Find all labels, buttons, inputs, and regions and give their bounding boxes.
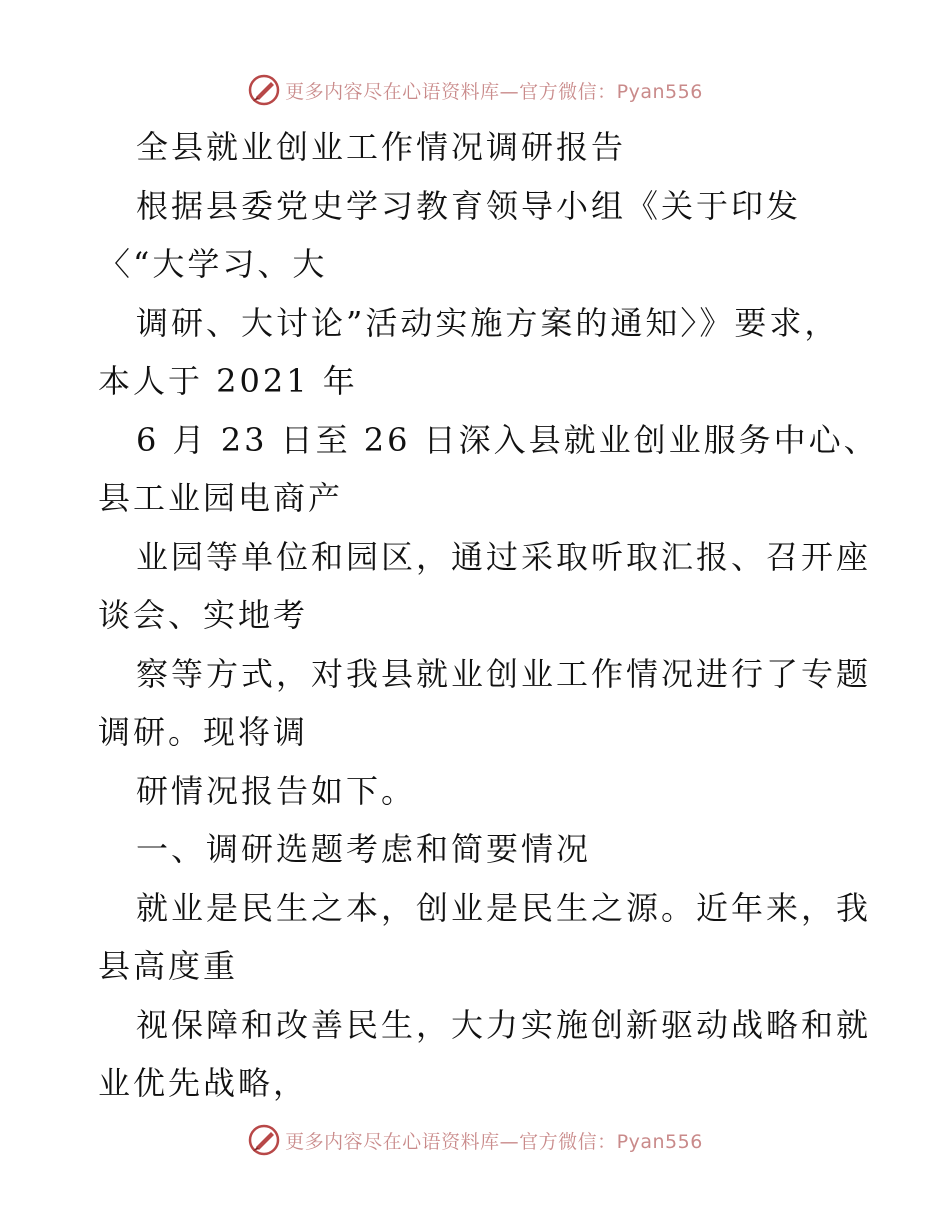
watermark-text: 更多内容尽在心语资料库—官方微信：Pyan556 [285,80,703,103]
text-line: 本人于 2021 年 [98,362,358,400]
text-line: 根据县委党史学习教育领导小组《关于印发 [136,186,802,225]
text-line: 调研。现将调 [98,713,309,751]
text-line: 察等方式，对我县就业创业工作情况进行了专题 [136,654,872,693]
text-line: 研情况报告如下。 [136,771,417,810]
text-line: 视保障和改善民生，大力实施创新驱动战略和就 [136,1005,872,1044]
text-line: 全县就业创业工作情况调研报告 [136,128,627,166]
text-line: 就业是民生之本，创业是民生之源。近年来，我 [136,888,872,927]
watermark-header [0,70,950,110]
text-line: 业优先战略， [98,1064,309,1102]
watermark-text: 更多内容尽在心语资料库—官方微信：Pyan556 [285,1130,703,1153]
text-line: 业园等单位和园区，通过采取听取汇报、召开座 [136,537,872,576]
text-line: 6 月 23 日至 26 日深入县就业创业服务中心、 [136,420,879,459]
text-line: 县高度重 [98,947,239,985]
brush-pen-logo-icon [247,73,281,107]
text-line: 一、调研选题考虑和简要情况 [136,830,592,868]
text-line: 调研、大讨论”活动实施方案的通知〉》要求， [136,303,840,342]
watermark-footer [0,1120,950,1160]
document-body [98,118,879,1113]
text-line: 县工业园电商产 [98,479,344,517]
brush-pen-logo-icon [247,1123,281,1157]
text-line: 〈“大学习、大 [98,245,328,283]
text-line: 谈会、实地考 [98,596,309,634]
